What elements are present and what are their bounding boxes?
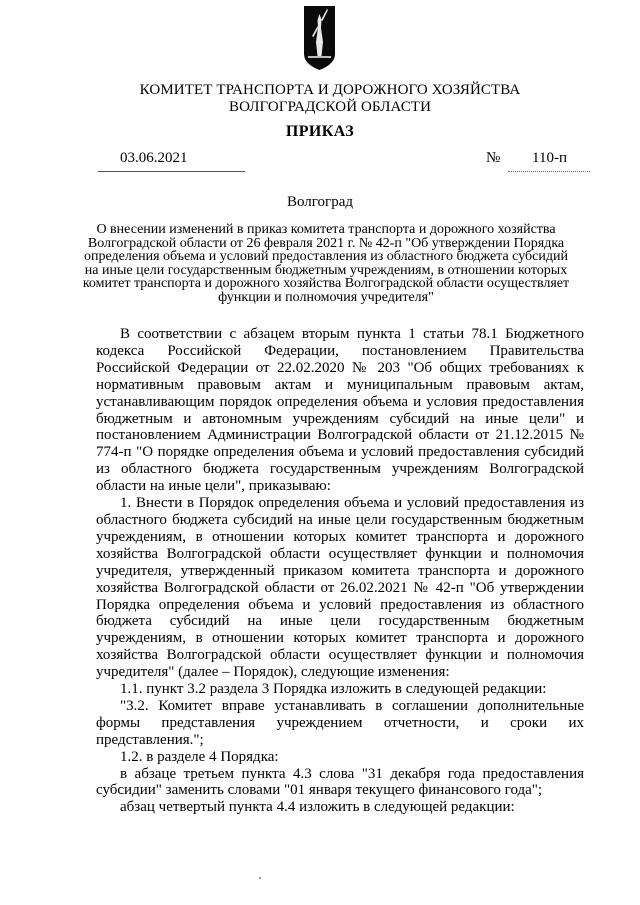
city-name: Волгоград <box>286 194 353 210</box>
paragraph-item-1-1: 1.1. пункт 3.2 раздела 3 Порядка изложить в следующей редакции: <box>120 681 547 698</box>
number-underline <box>508 171 590 172</box>
document-title: О внесении изменений в приказ комитета транспорта и дорожного хозяйства Волгоградской области от 26 февраля 2021 г. № 42-п "Об утверждении Порядка определения объема и условий предоставления из областного бюджета субсидий на иные цели государственным бюджетным учреждениям, в отношении которых комитет транспорта и дорожного хозяйства Волгоградской области осуществляет функции и полномочия учредителя" <box>82 222 570 305</box>
date-underline <box>98 171 245 172</box>
document-body <box>96 326 584 816</box>
org-name-line-1: КОМИТЕТ ТРАНСПОРТА И ДОРОЖНОГО ХОЗЯЙСТВА <box>139 82 521 98</box>
paragraph-quote-3-2: "3.2. Комитет вправе устанавливать в соглашении дополнительные формы представления учреждением отчетности, и сроки их представления."; <box>96 697 584 748</box>
paragraph-item-1-2: 1.2. в разделе 4 Порядка: <box>120 748 279 765</box>
org-name-line-2: ВОЛГОГРАДСКОЙ ОБЛАСТИ <box>228 99 432 115</box>
coat-of-arms-icon <box>304 6 335 70</box>
document-type: ПРИКАЗ <box>285 123 355 140</box>
document-date: 03.06.2021 <box>120 150 188 166</box>
paragraph-amendment-4-3: в абзаце третьем пункта 4.3 слова "31 декабря года предоставления субсидии" заменить словами "01 января текущего финансового года"; <box>96 765 584 799</box>
paragraph-preamble: В соответствии с абзацем вторым пункта 1 статьи 78.1 Бюджетного кодекса Российской Федерации, постановлением Правительства Российской Федерации от 22.02.2020 № 203 "Об общих требованиях к нормативным правовым актам и муниципальным правовым актам, устанавливающим порядок определения объема и условия предоставления бюджетным и автономным учреждениям субсидий на иные цели" и постановлением Администрации Волгоградской области от 21.12.2015 № 774-п "О порядке определения объема и условий предоставления субсидий из областного бюджета государственным учреждениям Волгоградской области на иные цели", приказываю: <box>96 326 584 495</box>
paragraph-item-1: 1. Внести в Порядок определения объема и условий предоставления из областного бюджета субсидий на иные цели государственным бюджетным учреждениям, в отношении которых комитет транспорта и дорожного хозяйства Волгоградской области осуществляет функции и полномочия учредителя, утвержденный приказом комитета транспорта и дорожного хозяйства Волгоградской области от 26.02.2021 № 42-п "Об утверждении Порядка определения объема и условий предоставления из областного бюджета субсидий на иные цели государственным бюджетным учреждениям, в отношении которых комитет транспорта и дорожного хозяйства Волгоградской области осуществляет функции и полномочия учредителя" (далее – Порядок), следующие изменения: <box>96 495 584 681</box>
paragraph-amendment-4-4: абзац четвертый пункта 4.4 изложить в следующей редакции: <box>120 799 515 816</box>
number-sign: № <box>486 150 501 166</box>
document-number: 110-п <box>532 150 567 166</box>
page-mark <box>259 877 261 879</box>
